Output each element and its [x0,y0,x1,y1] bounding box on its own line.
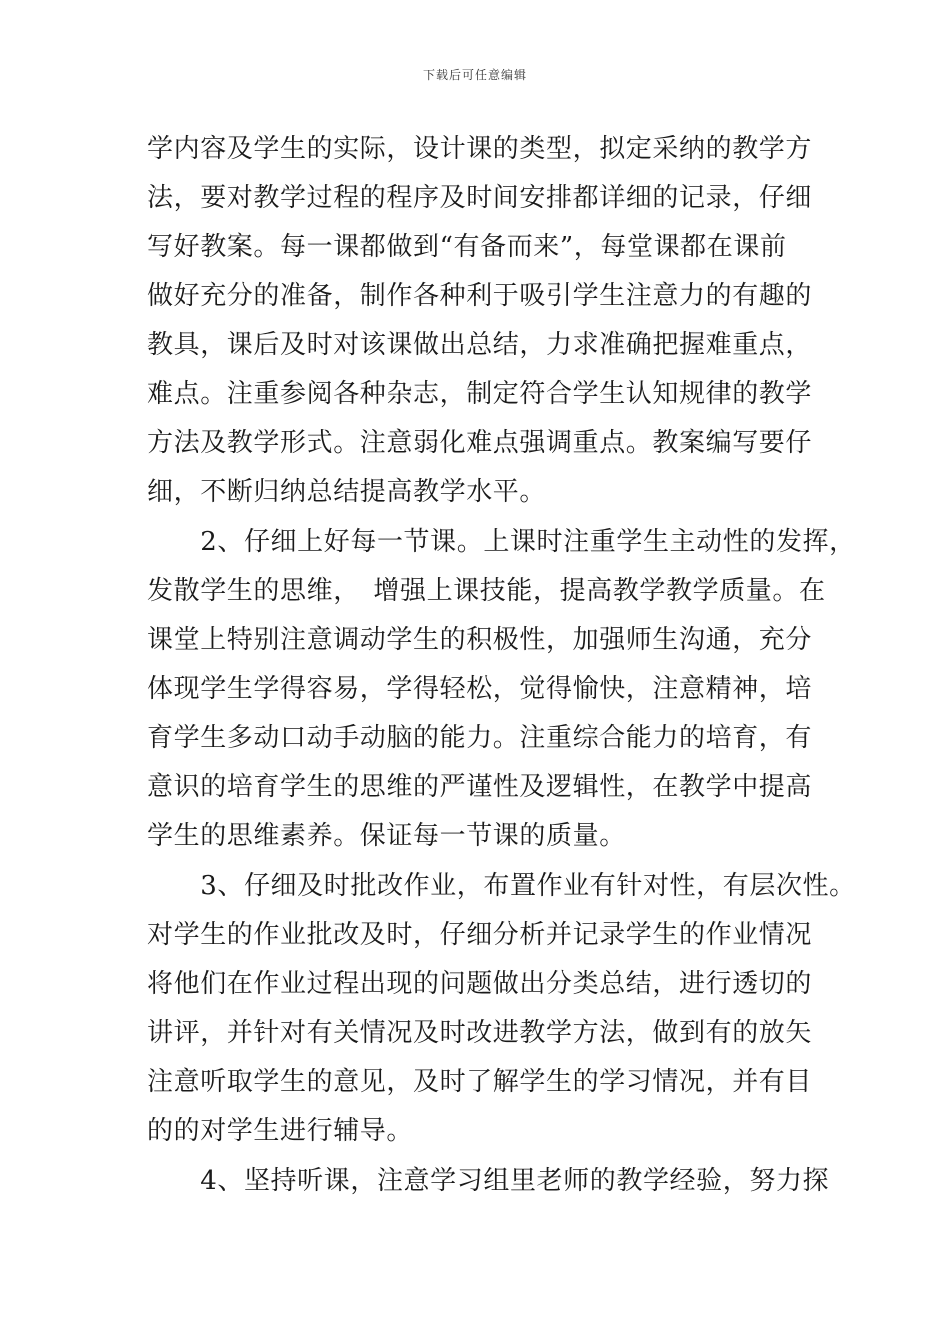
text-line: 讲评，并针对有关情况及时改进教学方法，做到有的放矢 [147,1018,813,1048]
text-line: 细，不断归纳总结提高教学水平。 [147,477,547,507]
paragraph-2 [147,518,856,861]
text-line: 写好教案。每一课都做到“有备而来”，每堂课都在课前 [147,232,787,262]
text-line: 教具，课后及时对该课做出总结，力求准确把握难重点， [147,330,813,360]
text-line: 对学生的作业批改及时，仔细分析并记录学生的作业情况 [147,920,813,950]
text-line: 2、仔细上好每一节课。上课时注重学生主动性的发挥， [147,527,856,557]
text-line: 学内容及学生的实际，设计课的类型，拟定采纳的教学方 [147,134,813,164]
text-line: 学生的思维素养。保证每一节课的质量。 [147,821,626,851]
text-line: 的的对学生进行辅导。 [147,1116,414,1146]
text-line: 注意听取学生的意见，及时了解学生的学习情况，并有目 [147,1067,813,1097]
document-body [147,125,856,1206]
text-line: 意识的培育学生的思维的严谨性及逻辑性，在教学中提高 [147,772,813,802]
text-line: 做好充分的准备，制作各种利于吸引学生注意力的有趣的 [147,281,813,311]
text-line: 方法及教学形式。注意弱化难点强调重点。教案编写要仔 [147,428,813,458]
text-line: 4、坚持听课，注意学习组里老师的教学经验，努力探 [147,1166,830,1196]
text-line: 法，要对教学过程的程序及时间安排都详细的记录，仔细 [147,183,813,213]
text-line: 3、仔细及时批改作业，布置作业有针对性，有层次性。 [147,871,856,901]
text-line: 体现学生学得容易，学得轻松，觉得愉快，注意精神，培 [147,674,813,704]
text-line: 发散学生的思维， 增强上课技能，提高教学教学质量。在 [147,576,826,606]
paragraph-1 [147,125,847,517]
page-header: 下载后可任意编辑 [422,68,527,82]
text-line: 课堂上特别注意调动学生的积极性，加强师生沟通，充分 [147,625,813,655]
paragraph-4 [147,1157,847,1206]
text-line: 将他们在作业过程出现的问题做出分类总结，进行透切的 [147,969,813,999]
text-line: 育学生多动口动手动脑的能力。注重综合能力的培育，有 [147,723,813,753]
paragraph-3 [147,862,856,1156]
text-line: 难点。注重参阅各种杂志，制定符合学生认知规律的教学 [147,379,813,409]
